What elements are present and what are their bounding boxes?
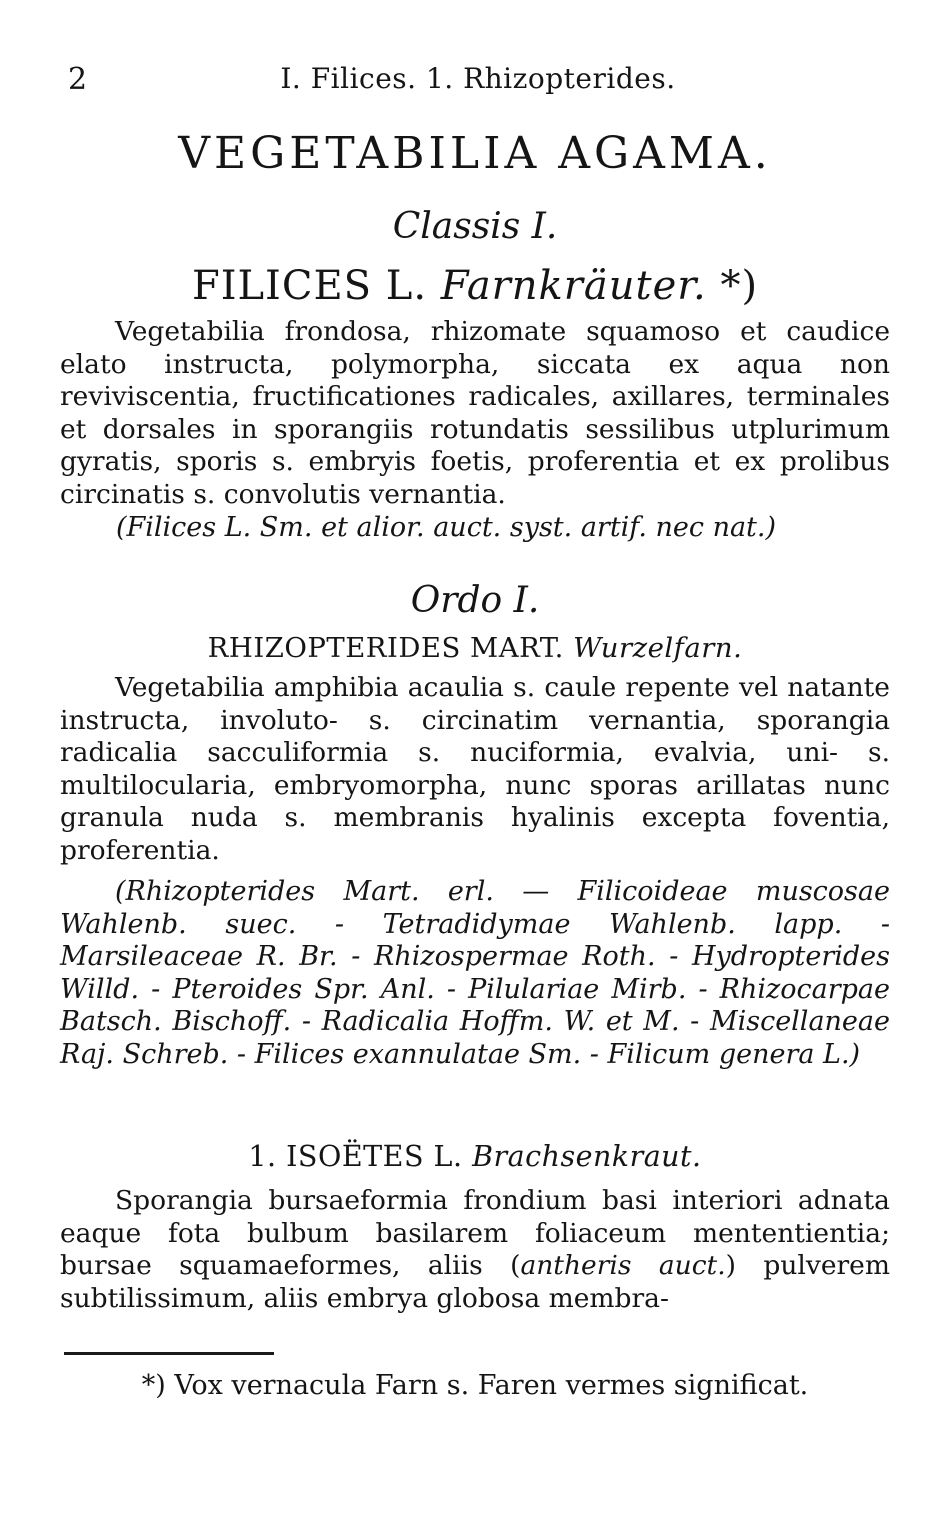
main-title: VEGETABILIA AGAMA. bbox=[178, 128, 772, 179]
footnote: *) Vox vernacula Farn s. Faren vermes significat. bbox=[141, 1370, 809, 1401]
rhizopterides-description: Vegetabilia amphibia acaulia s. caule repente vel natante instructa, involuto- s. circinatim vernantia, sporangia radicalia sacculiformia s. nuciformia, evalvia, uni- s. multilocularia, embryomorpha, nunc sporas arillatas nunc granula nuda s. membranis hyalinis excepta foventia, proferentia. bbox=[60, 672, 890, 866]
filices-description: Vegetabilia frondosa, rhizomate squamoso et caudice elato instructa, polymorpha, siccata ex aqua non reviviscentia, fructificationes radicales, axillares, terminales et dorsales in sporangiis rotundatis sessilibus utplurimum gyratis, sporis s. embryis foetis, proferentia et ex prolibus circinatis s. convolutis vernantia. bbox=[60, 316, 890, 510]
isoetes-text-b: ) pulverem subtilissimum, aliis embrya globosa membra- bbox=[60, 1250, 890, 1314]
footnote-divider bbox=[64, 1352, 274, 1355]
classis-heading: Classis I. bbox=[392, 206, 558, 247]
filices-name: FILICES L. bbox=[191, 263, 428, 309]
rhizopterides-heading bbox=[60, 632, 890, 664]
running-head: I. Filices. 1. Rhizopterides. bbox=[280, 62, 676, 95]
genus-heading bbox=[60, 1140, 890, 1173]
rhizopterides-synonyms: (Rhizopterides Mart. erl. — Filicoideae muscosae Wahlenb. suec. - Tetradidymae Wahlenb. lapp. - Marsileaceae R. Br. - Rhizospermae Roth. - Hydropterides Willd. - Pteroides Spr. Anl. - Pilulariae Mirb. - Rhizocarpae Batsch. Bischoff. - Radicalia Hoffm. W. et M. - Miscellaneae Raj. Schreb. - Filices exannulatae Sm. - Filicum genera L.) bbox=[60, 876, 890, 1070]
isoetes-description bbox=[60, 1185, 890, 1315]
isoetes-text-italic: antheris auct. bbox=[520, 1250, 726, 1281]
rhizopterides-vernacular: Wurzelfarn. bbox=[573, 632, 743, 664]
genus-name: 1. ISOËTES L. bbox=[248, 1140, 463, 1173]
rhizopterides-name: RHIZOPTERIDES MART. bbox=[207, 632, 564, 664]
genus-vernacular: Brachsenkraut. bbox=[472, 1140, 702, 1173]
page-number: 2 bbox=[68, 62, 88, 97]
filices-heading bbox=[60, 263, 890, 309]
filices-synonyms: (Filices L. Sm. et alior. auct. syst. artif. nec nat.) bbox=[116, 512, 777, 543]
filices-vernacular: Farnkräuter. bbox=[440, 263, 707, 309]
footnote-mark: *) bbox=[720, 263, 759, 309]
page-header bbox=[68, 62, 888, 102]
ordo-heading: Ordo I. bbox=[410, 580, 540, 621]
isoetes-text-a: Sporangia bursaeformia frondium basi interiori adnata eaque fota bulbum basilarem foliaceum mententientia; bursae squamaeformes, aliis ( bbox=[60, 1185, 890, 1281]
